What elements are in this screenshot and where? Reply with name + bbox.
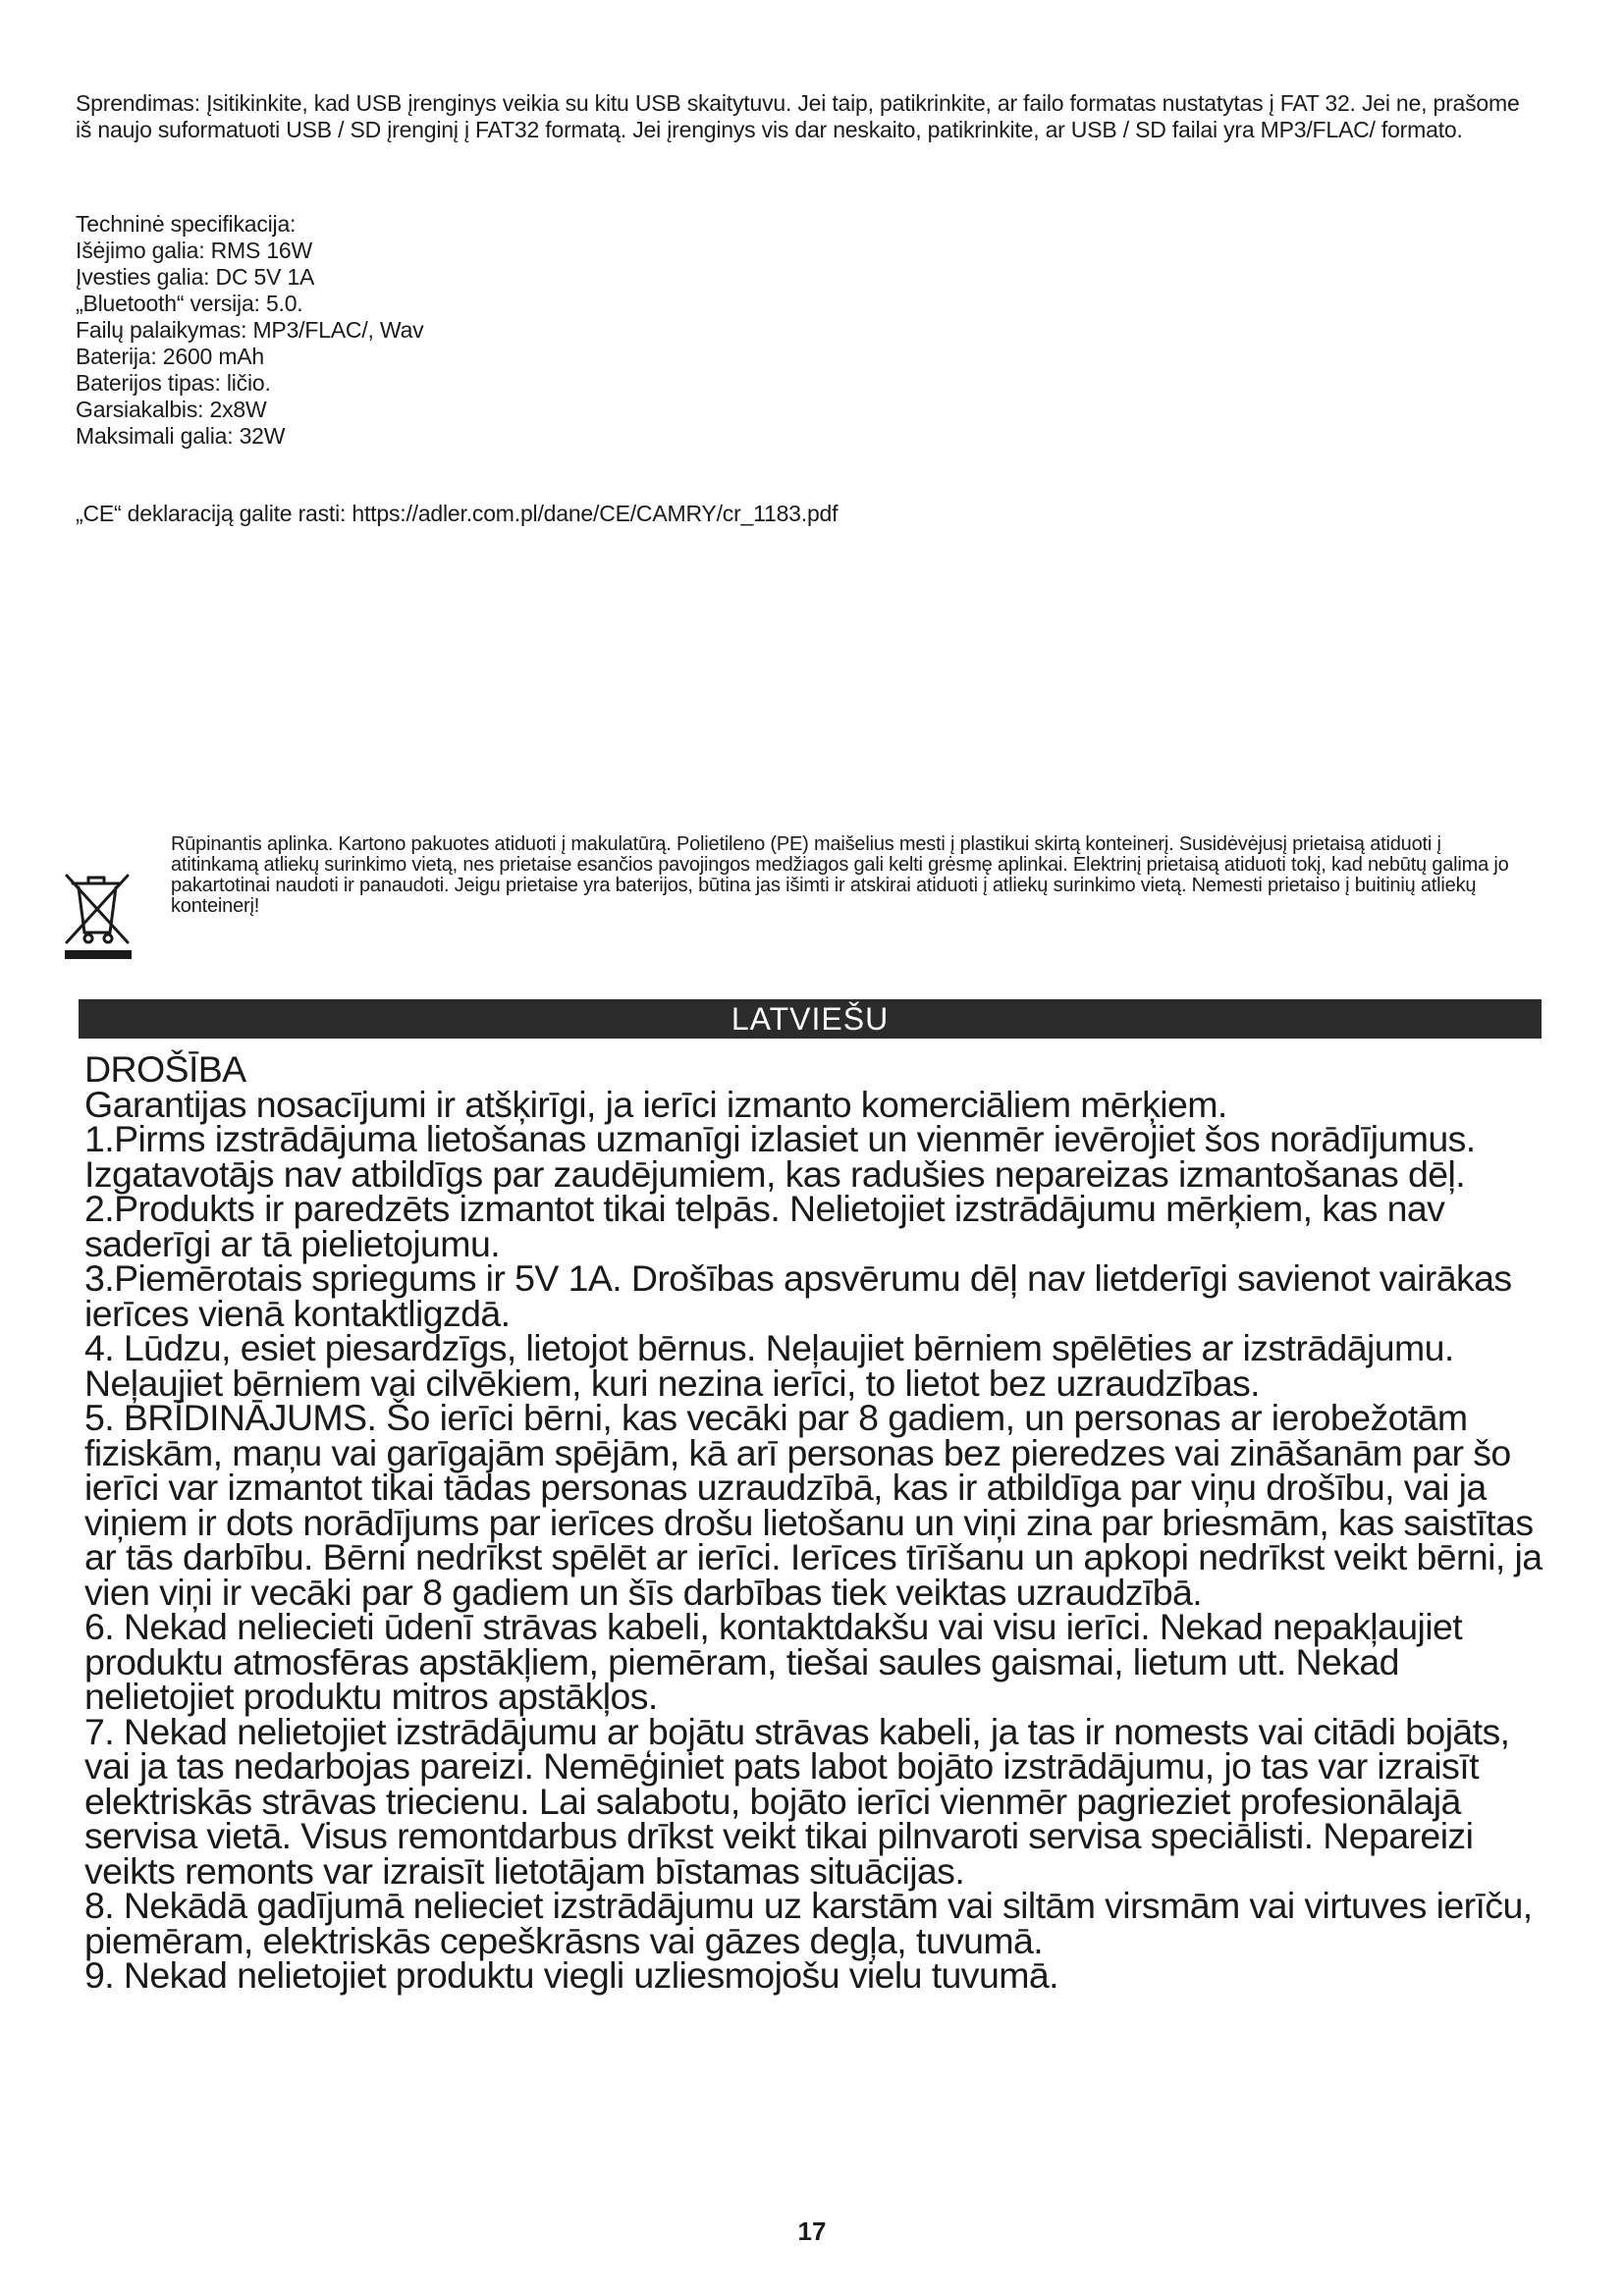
ce-declaration (76, 501, 1529, 527)
safety-paragraph: 8. Nekādā gadījumā nelieciet izstrādājumu uz karstām vai siltām virsmām vai virtuves ierīču, piemēram, elektriskās cepeškrāsns vai gāzes degļa, tuvumā. (84, 1885, 1533, 1961)
spec-line: Maksimali galia: 32W (76, 423, 286, 449)
safety-paragraph: 6. Nekad neliecieti ūdenī strāvas kabeli, kontaktdakšu vai visu ierīci. Nekad nepakļaujiet produktu atmosfēras apstākļiem, piemēram, tiešai saules gaismai, lietum utt. Nekad nelietojiet produktu mitros apstākļos. (84, 1606, 1463, 1717)
technical-specifications (76, 211, 1529, 450)
safety-paragraph: 9. Nekad nelietojiet produktu viegli uzliesmojošu vielu tuvumā. (84, 1954, 1058, 1996)
safety-paragraph: 5. BRĪDINĀJUMS. Šo ierīci bērni, kas vecāki par 8 gadiem, un personas ar ierobežotām fiziskām, maņu vai garīgajām spējām, kā arī personas bez pieredzes vai zināšanām par šo ierīci var izmantot tikai tādas personas uzraudzībā, kas ir atbildīga par viņu drošību, vai ja viņiem ir dots norādījums par ierīces drošu lietošanu un viņi zina par briesmām, kas saistītas ar tās darbību. Bērni nedrīkst spēlēt ar ierīci. Ierīces tīrīšanu un apkopi nedrīkst veikt bērni, ja vien viņi ir vecāki par 8 gadiem un šīs darbības tiek veiktas uzraudzībā. (84, 1397, 1543, 1613)
safety-paragraph: 4. Lūdzu, esiet piesardzīgs, lietojot bērnus. Neļaujiet bērniem spēlēties ar izstrādājumu. Neļaujiet bērniem vai cilvēkiem, kuri nezina ierīci, to lietot bez uzraudzības. (84, 1327, 1454, 1404)
spec-line: Garsiakalbis: 2x8W (76, 397, 267, 422)
safety-paragraph: 2.Produkts ir paredzēts izmantot tikai telpās. Nelietojiet izstrādājumu mērķiem, kas nav saderīgi ar tā pielietojumu. (84, 1188, 1445, 1264)
spec-line: Išėjimo galia: RMS 16W (76, 238, 313, 263)
crossed-out-bin-icon (59, 864, 137, 962)
language-header: LATVIEŠU (79, 999, 1542, 1039)
spec-line: Failų palaikymas: MP3/FLAC/, Wav (76, 317, 424, 343)
solution-paragraph: Sprendimas: Įsitikinkite, kad USB įrenginys veikia su kitu USB skaitytuvu. Jei taip, patikrinkite, ar failo formatas nustatytas į FAT 32. Jei ne, prašome iš naujo suformatuoti USB / SD įrenginį į FAT32 formatą. Jei įrenginys vis dar neskaito, patikrinkite, ar USB / SD failai yra MP3/FLAC/ formato. (76, 90, 1520, 142)
ce-declaration-text: „CE“ deklaraciją galite rasti: https://adler.com.pl/dane/CE/CAMRY/cr_1183.pdf (76, 501, 839, 526)
usb-solution-text (76, 90, 1529, 143)
safety-paragraph: 3.Piemērotais spriegums ir 5V 1A. Drošības apsvērumu dēļ nav lietderīgi savienot vairākas ierīces vienā kontaktligzdā. (84, 1257, 1512, 1334)
environment-text: Rūpinantis aplinka. Kartono pakuotes atiduoti į makulatūrą. Polietileno (PE) maišelius mesti į plastikui skirtą konteinerį. Susidėvėjusį prietaisą atiduoti į atitinkamą atliekų surinkimo vietą, nes prietaise esančios pavojingos medžiagos gali kelti grėsmę aplinkai. Elektrinį prietaisą atiduoti tokį, kad nebūtų galima jo pakartotinai naudoti ir panaudoti. Jeigu prietaise yra baterijos, būtina jas išimti ir atskirai atiduoti į atliekų surinkimo vietą. Nemesti prietaiso į buitinių atliekų konteinerį! (171, 833, 1509, 917)
latvian-safety-section (84, 1048, 1547, 1996)
spec-line: Įvesties galia: DC 5V 1A (76, 264, 315, 290)
safety-paragraph: 1.Pirms izstrādājuma lietošanas uzmanīgi izlasiet un vienmēr ievērojiet šos norādījumus. Izgatavotājs nav atbildīgs par zaudējumiem, kas radušies nepareizas izmantošanas dēļ. (84, 1118, 1476, 1195)
spec-line: „Bluetooth“ versija: 5.0. (76, 291, 303, 316)
safety-paragraph: Garantijas nosacījumi ir atšķirīgi, ja ierīci izmanto komerciāliem mērķiem. (84, 1083, 1227, 1125)
spec-line: Baterija: 2600 mAh (76, 344, 265, 369)
section-title: DROŠĪBA (84, 1048, 246, 1090)
spec-line: Baterijos tipas: ličio. (76, 370, 271, 396)
page-number: 17 (797, 2216, 827, 2246)
specs-title: Techninė specifikacija: (76, 211, 297, 237)
environment-notice (59, 834, 1532, 962)
safety-paragraph: 7. Nekad nelietojiet izstrādājumu ar bojātu strāvas kabeli, ja tas ir nomests vai citādi bojāts, vai ja tas nedarbojas pareizi. Nemēģiniet pats labot bojāto izstrādājumu, jo tas var izraisīt elektriskās strāvas triecienu. Lai salabotu, bojāto ierīci vienmēr pagrieziet profesionālajā servisa vietā. Visus remontdarbus drīkst veikt tikai pilnvaroti servisa speciālisti. Nepareizi veikts remonts var izraisīt lietotājam bīstamas situācijas. (84, 1710, 1510, 1892)
